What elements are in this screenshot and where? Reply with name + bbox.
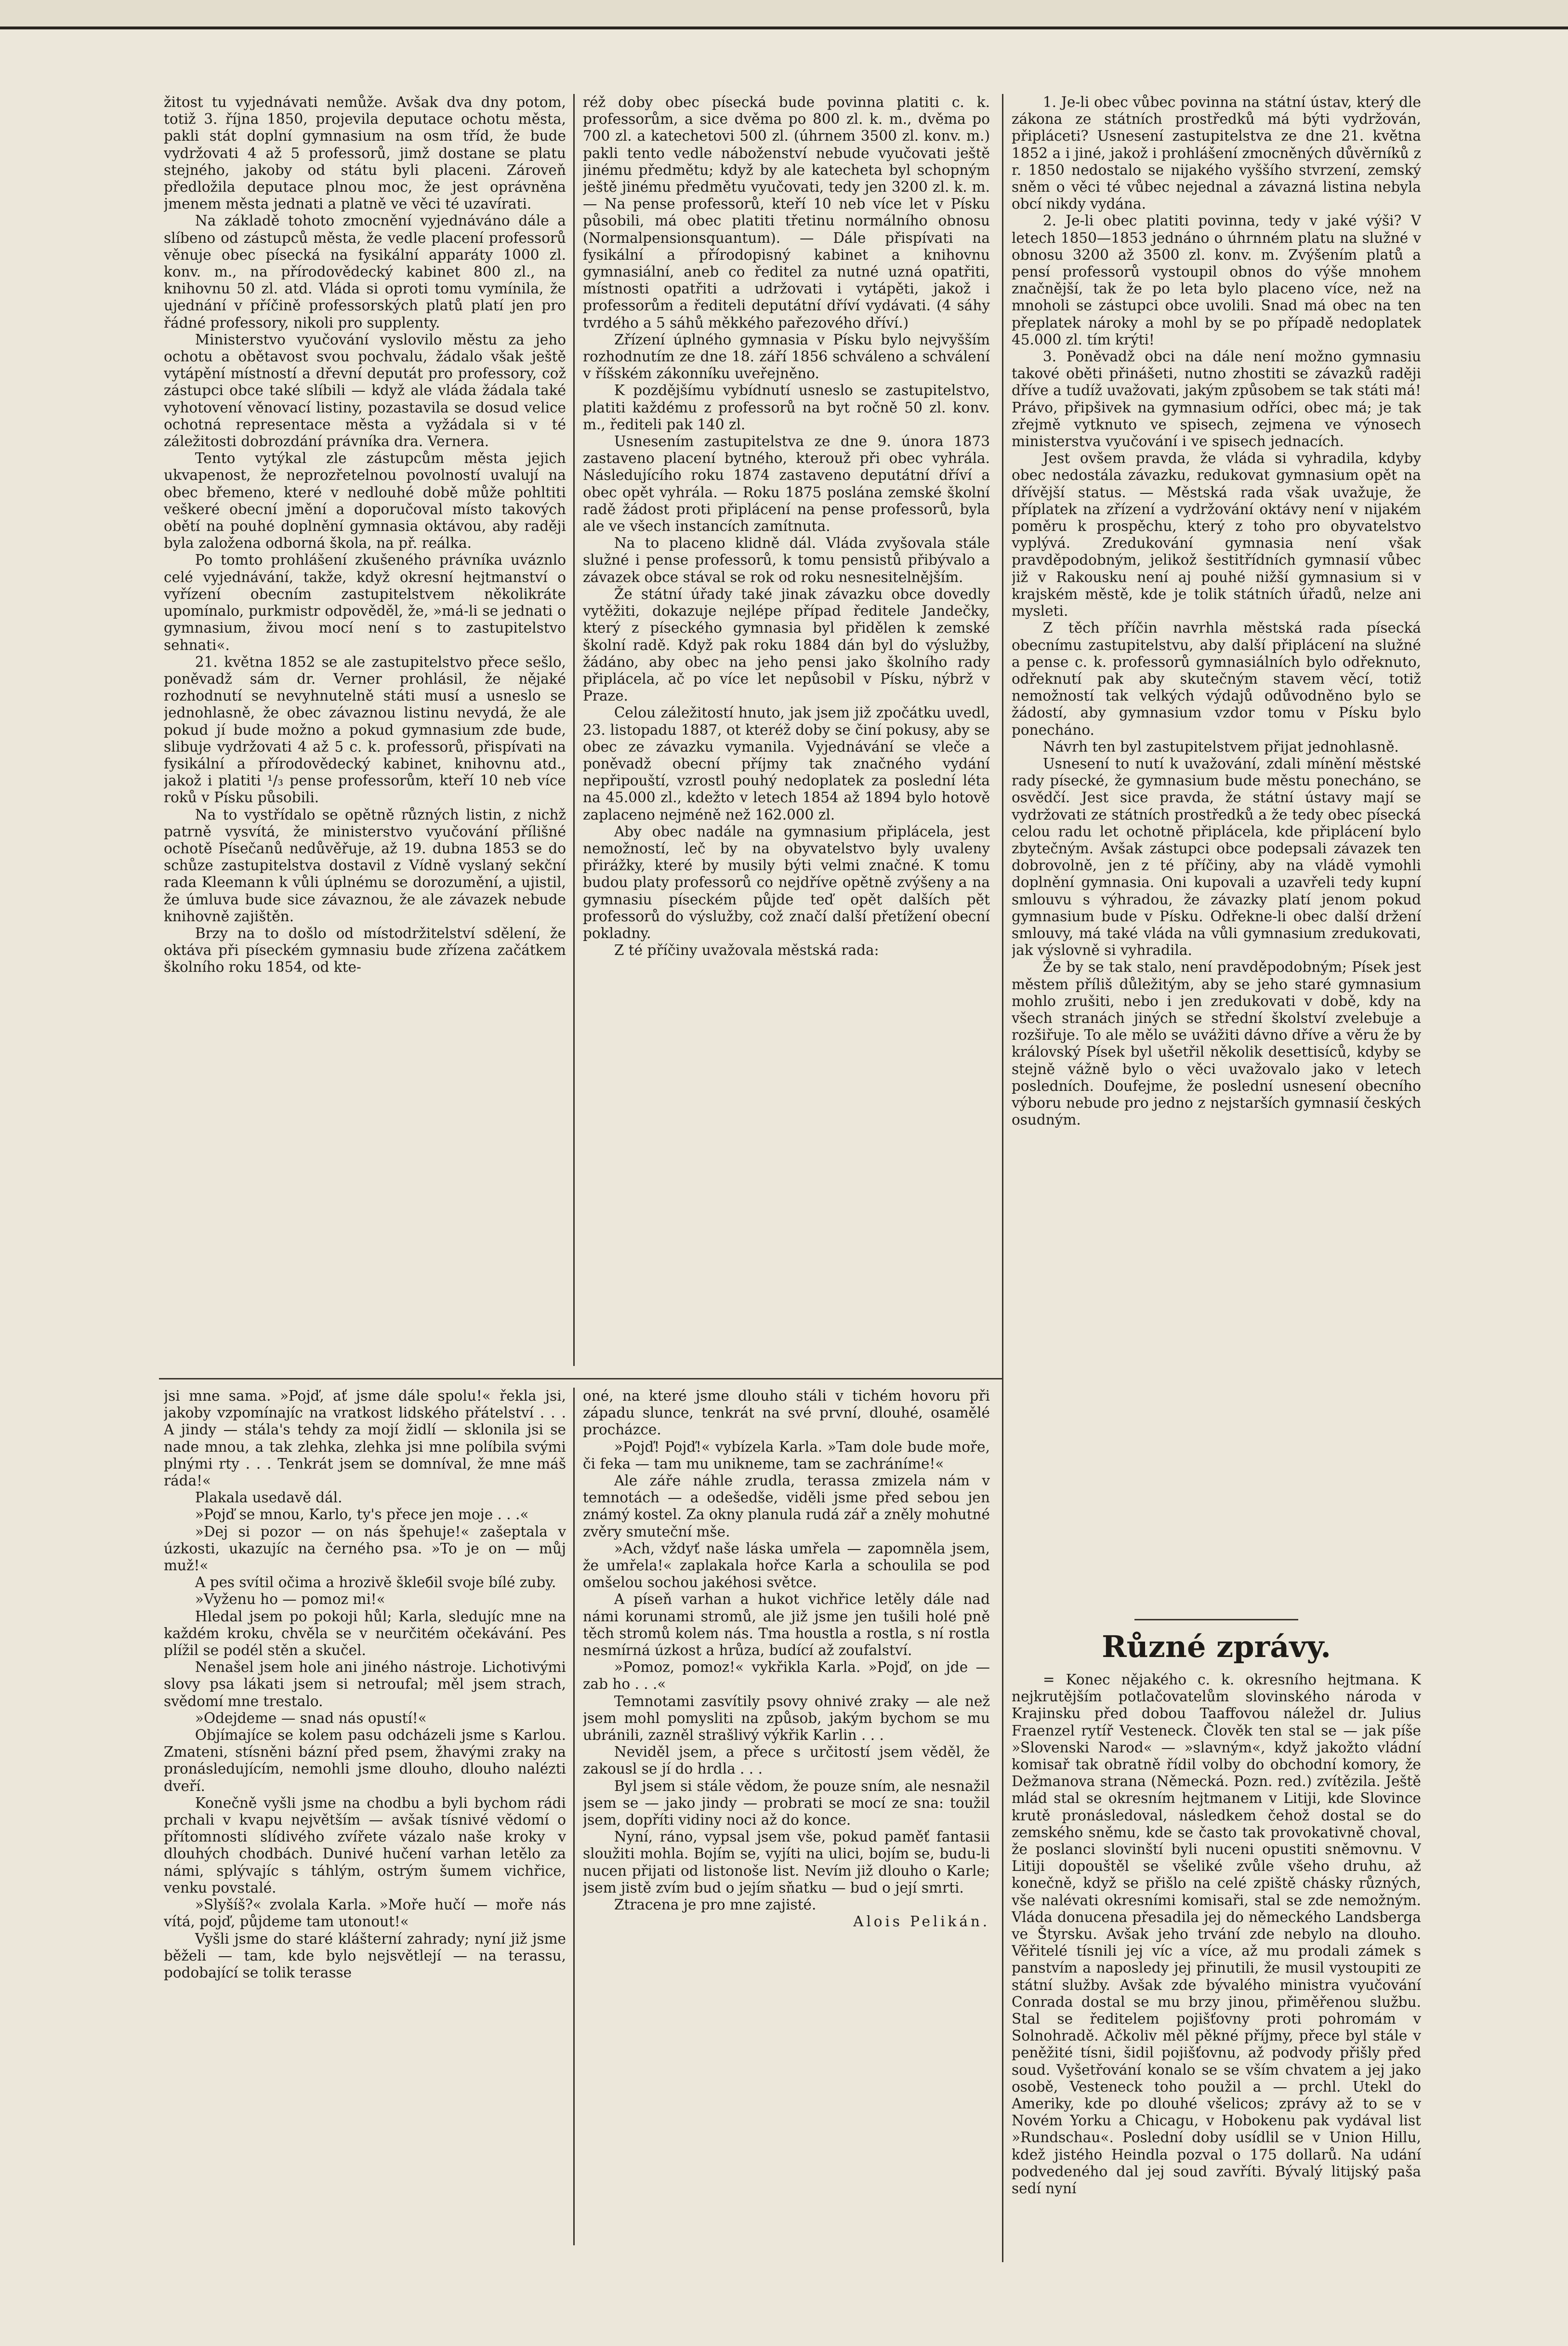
feuilleton-column-2 (583, 1388, 990, 2245)
paragraph: »Pojď se mnou, Karlo, ty's přece jen moje . . .« (195, 1506, 529, 1523)
paragraph: Ministerstvo vyučování vyslovilo městu za jeho ochotu a obětavost svou pochvalu, žádalo však ještě vytápění místností a dřevní deputát pro professory, což zástupci obce také slíbili — když ale vláda žádala také vyhotovení věnovací listiny, pozastavila se dosud velice ochotná representace města a vyžádala si v té záležitosti dobrozdání právníka dra. Vernera. (164, 331, 566, 450)
paragraph: oné, na které jsme dlouho stáli v tichém hovoru při západu slunce, tenkrát na své první, dlouhé, osamělé procházce. (583, 1388, 990, 1438)
paragraph: »Pojď! Pojď!« vybízela Karla. »Tam dole bude moře, či feka — tam mu unikneme, tam se zachráníme!« (583, 1438, 990, 1472)
paragraph: Z té příčiny uvažovala městská rada: (614, 942, 879, 959)
paragraph: réž doby obec písecká bude povinna platiti c. k. professorům, a sice dvěma po 800 zl. k. m., dvěma po 700 zl. a katechetovi 500 zl. (úhrnem 3500 zl. konv. m.) pakli tento vedle náboženství nebude vyučovati ještě jinému předmětu; když by ale katecheta byl schopným ještě jinému předmětu vyučovati, tedy jen 3200 zl. k. m. — Na pense professorů, kteří 10 neb více let v Písku působili, má obec platiti třetinu normálního obnosu (Normalpensionsquantum). — Dále přispívati na fysikální a přírodopisný kabinet a knihovnu gymnasiální, aneb co ředitel za nutné uzná opatřiti, místnosti opatřiti a udržovati i vytápěti, jakož i professorům a řediteli deputátní dříví vydávati. (4 sáhy tvrdého a 5 sáhů měkkého pařezového dříví.) (583, 94, 990, 331)
paragraph: Že by se tak stalo, není pravděpodobným; Písek jest městem příliš důležitým, aby se jeho staré gymnasium mohlo zrušiti, nebo i jen zredukovati v době, kdy na všech stranách jiných se střední školství zvelebuje a rozšiřuje. To ale mělo se uvážiti dávno dříve a věru že by královský Písek byl ušetřil několik desettisíců, kdyby se stejně vážně bylo o věci uvažovalo jako v letech posledních. Doufejme, že poslední usnesení obecního výboru nebude pro jedno z nejstarších gymnasií českých osudným. (1012, 959, 1421, 1128)
paragraph: Temnotami zasvítily psovy ohnivé zraky — ale než jsem mohl pomysliti na způsob, jakým bychom se mu ubránili, zazněl strašlivý výkřik Karlin . . . (583, 1693, 990, 1744)
paragraph: Hledal jsem po pokoji hůl; Karla, sledujíc mne na každém kroku, chvěla se v neurčitém očekávání. Pes plížil se podél stěn a skučel. (164, 1608, 566, 1659)
section-dash (1134, 1619, 1298, 1620)
paragraph: »Vyženu ho — pomoz mi!« (195, 1591, 385, 1608)
paragraph: Nenašel jsem hole ani jiného nástroje. Lichotivými slovy psa lákati jsem si netroufal; měl jsem strach, svědomí mne trestalo. (164, 1659, 566, 1710)
feuilleton-divider (159, 1378, 1002, 1379)
paragraph: 21. května 1852 se ale zastupitelstvo přece sešlo, poněvadž sám dr. Verner prohlásil, že nějaké rozhodnutí se nevyhnutelně státi musí a usneslo se jednohlasně, že obec závaznou listinu nevydá, že ale pokud jí bude možno a pokud gymnasium zde bude, slibuje vydržovati 4 až 5 c. k. professorů, přispívati na fysikální a přírodovědecký kabinet, knihovnu atd., jakož i platiti ¹/₃ pense professorům, kteří 10 neb více roků v Písku působili. (164, 653, 566, 806)
paragraph: Brzy na to došlo od místodržitelství sdělení, že oktáva při píseckém gymnasiu bude zřízena začátkem školního roku 1854, od kte- (164, 925, 566, 976)
news-item: = Konec nějakého c. k. okresního hejtmana. K nejkrutějším potlačovatelům slovinského národa v Krajinsku před dobou Taaffovou náležel dr. Julius Fraenzel rytíř Vesteneck. Člověk ten stal se — jak píše »Slovenski Narod« — »slavným«, když jakožto vládní komisař tak obratně řídil volby do obchodní komory, že Dežmanova strana (Německá. Pozn. red.) zvítězila. Ještě mlád stal se okresním hejtmanem v Litiji, kde Slovince krutě pronásledoval, následkem čehož dostal se do zemského sněmu, kde se často tak provokativně choval, že poslanci slovinští byli nuceni opustiti sněmovnu. V Litiji dopouštěl se všeliké zvůle všeho druhu, až konečně, když se přišlo na celé zpiště chásky různých, vše nalévati okresními komisaři, stal se zde nemožným. Vláda donucena přesadila jej do německého Landsberga ve Štyrsku. Avšak jeho trvání zde nebylo na dlouho. Věřitelé tísnili jej víc a více, až mu prodali zámek s panstvím a naposledy jej přinutili, že musil vystoupiti ze státní služby. Avšak zde bývalého ministra vyučování Conrada dostal se mu brzy jinou, přiměřenou službu. Stal se ředitelem pojišťovny proti pohromám v Solnohradě. Ačkoliv měl pěkné příjmy, přece byl stále v peněžité tísni, šidil pojišťovnu, až podvody přišly před soud. Vyšetřování konalo se se vším chvatem a jej jako osobě, Vesteneck toho použil a — prchl. Utekl do Ameriky, kde po dlouhé všelicos; zprávy až to se v Novém Yorku a Chicagu, v Hobokenu pak vydával list »Rundschau«. Poslední doby usídlil se v Union Hillu, kdež jistého Heindla pozval o 175 dollarů. Na udání podvedeného dal jej soud zavříti. Bývalý litijský paša sedí nyní (1012, 1671, 1421, 2197)
paragraph: »Dej si pozor — on nás špehuje!« zašeptala v úzkosti, ukazujíc na černého psa. »To je on — můj muž!« (164, 1523, 566, 1574)
paragraph: »Odejdeme — snad nás opustí!« (195, 1710, 427, 1726)
paragraph: Objímajíce se kolem pasu odcházeli jsme s Karlou. Zmateni, stísněni bázní před psem, žhavými zraky na pronásledujícím, nemohli jsme dlouho, dlouho nalézti dveří. (164, 1727, 566, 1794)
column-divider (1002, 94, 1003, 2262)
paragraph: Zřízení úplného gymnasia v Písku bylo nejvyšším rozhodnutím ze dne 18. září 1856 schváleno a schválení v říšském zákonníku uveřejněno. (583, 331, 990, 382)
paragraph: Na základě tohoto zmocnění vyjednáváno dále a slíbeno od zástupců města, že vedle placení professorů věnuje obec písecká na fysikální apparáty 1000 zl. konv. m., na přírodovědecký kabinet 800 zl., na knihovnu 50 zl. atd. Vláda si oproti tomu vymínila, že ujednání v příčině professorských platů platí jen pro řádné professory, nikoli pro supplenty. (164, 212, 566, 331)
section-title: Různé zprávy. (1102, 1629, 1331, 1664)
paragraph: Jest ovšem pravda, že vláda si vyhradila, kdyby obec nedostála závazku, redukovat gymnasium opět na dřívější status. — Městská rada však uvažuje, že příplatek na zřízení a vydržování oktávy není v nijakém poměru k prospěchu, který z toho pro obyvatelstvo vyplývá. Zredukování gymnasia není však pravděpodobným, jelikož šestitřídních gymnasií vůbec již v Rakousku není aj pouhé nižší gymnasium si v krajském městě, kde je tolik státních úřadů, nelze ani mysleti. (1012, 450, 1421, 620)
paragraph: A píseň varhan a hukot vichřice letěly dále nad námi korunami stromů, ale již jsme jen tušili holé pně těch stromů kolem nás. Tma houstla a rostla, s ní rostla nesmírná úzkost a hrůza, budící až zoufalství. (583, 1591, 990, 1659)
paragraph: »Pomoz, pomoz!« vykřikla Karla. »Pojď, on jde — zab ho . . .« (583, 1659, 990, 1693)
column-2-article (583, 94, 990, 1390)
paragraph: Na to vystřídalo se opětně různých listin, z nichž patrně vysvítá, že ministerstvo vyučování přílišné ochotě Písečanů nedůvěřuje, až 19. dubna 1853 se do schůze zastupitelstva dostavil z Vídně vyslaný sekční rada Kleemann k vůli úplnému se dorozumění, a ujistil, že úmluva bude sice závaznou, že ale závazek nebude knihovně zajištěn. (164, 806, 566, 925)
paragraph: Plakala usedavě dál. (195, 1489, 343, 1506)
column-1-article (164, 94, 566, 1366)
paragraph: 2. Je-li obec platiti povinna, tedy v jaké výši? V letech 1850—1853 jednáno o úhrnném platu na služné v obnosu 3200 až 3500 zl. konv. m. Zvýšením platů a pensí professorů vystoupil obnos do výše mnohem značnější, tak že po leta bylo placeno více, než na mnoholi se zástupci obce uvolili. Snad má obec na ten přeplatek nároky a mohl by se po případě nedoplatek 45.000 zl. tím krýti! (1012, 212, 1421, 348)
paragraph: Aby obec nadále na gymnasium připlácela, jest nemožností, leč by na obyvatelstvo byly uvaleny přirážky, které by musily býti velmi značné. K tomu budou platy professorů co nejdříve opětně zvýšeny a na gymnasiu píseckém půjde teď opět dalších pět professorů do výslužby, což značí další přetížení obecní pokladny. (583, 823, 990, 941)
paragraph: Neviděl jsem, a přece s určitostí jsem věděl, že zakousl se jí do hrdla . . . (583, 1744, 990, 1777)
paragraph: 1. Je-li obec vůbec povinna na státní ústav, který dle zákona ze státních prostředků má býti vydržován, připláceti? Usnesení zastupitelstva ze dne 21. května 1852 a i jiné, jakož i prohlášení zmocněných důvěrníků z r. 1850 nedostalo se nijakého vyššího stvrzení, zemský sněm o věci té vůbec nejednal a závazná listina nebyla obcí nikdy vydána. (1012, 94, 1421, 212)
paragraph: Na to placeno klidně dál. Vláda zvyšovala stále služné i pense professorů, k tomu pensistů přibývalo a závazek obce stával se rok od roku nesnesitelnějším. (583, 535, 990, 585)
paragraph: Z těch příčin navrhla městská rada písecká obecnímu zastupitelstvu, aby další připlácení na služné a pense c. k. professorů gymnasiálních bylo odřeknuto, odřeknutí pak aby skutečným stavem věcí, totiž nemožností tak velkých výdajů odůvodněno bylo se žádostí, aby gymnasium vzdor tomu v Písku bylo ponecháno. (1012, 620, 1421, 738)
paragraph: Celou záležitostí hnuto, jak jsem již zpočátku uvedl, 23. listopadu 1887, ot kteréž doby se činí pokusy, aby se obec ze závazku vymanila. Vyjednávání se vleče a poněvadž obecní příjmy tak značného vydání nepřipouští, vzrostl pouhý nedoplatek za poslední léta na 45.000 zl., kdežto v letech 1854 až 1894 bylo hotově zaplaceno nejméně než 162.000 zl. (583, 704, 990, 823)
paragraph: jsi mne sama. »Pojď, ať jsme dále spolu!« řekla jsi, jakoby vzpomínajíc na vratkost lidského přátelství . . . A jindy — stála's tehdy za mojí židlí — sklonila jsi se nade mnou, a tak zlehka, zlehka jsi mne políbila svými plnými rty . . . Tenkrát jsem se domníval, že mne máš ráda!« (164, 1388, 566, 1489)
paragraph: Po tomto prohlášení zkušeného právníka uváznlo celé vyjednávání, takže, když okresní hejtmanství o vyřízení obecním zastupitelstvem několikráte upomínalo, purkmistr odpověděl, že, »má-li se jednati o gymnasium, živou mocí není s to zastupitelstvo sehnati«. (164, 552, 566, 653)
paragraph: »Slyšíš?« zvolala Karla. »Moře hučí — moře nás vítá, pojď, půjdeme tam utonout!« (164, 1896, 566, 1930)
paragraph: Že státní úřady také jinak závazku obce dovedly vytěžiti, dokazuje nejlépe případ ředitele Jandečky, který z píseckého gymnasia byl přidělen k zemské školní radě. Když pak roku 1884 dán byl do výslužby, žádáno, aby obec na jeho pensi jako školního rady připlácela, ač po více let nepůsobil v Písku, nýbrž v Praze. (583, 585, 990, 704)
column-3-article (1012, 94, 1421, 1636)
paragraph: Návrh ten byl zastupitelstvem přijat jednohlasně. (1042, 738, 1399, 755)
paragraph: Byl jsem si stále vědom, že pouze sním, ale nesnažil jsem se — jako jindy — probrati se mocí ze sna: toužil jsem, dopříti vidiny noci až do konce. (583, 1777, 990, 1829)
paragraph: 3. Poněvadž obci na dále není možno gymnasiu takové oběti přinášeti, nutno zhostiti se závazků raději dříve a tudíž uvažovati, jakým způsobem se tak státi má! Právo, připšivek na gymnasium odříci, obec má; je tak zřejmě vytknuto ve spisech, zejmena ve výnosech ministerstva vyučování i ve spisech jednacích. (1012, 348, 1421, 450)
paragraph: Tento vytýkal zle zástupcům města jejich ukvapenost, že neprozřetelnou povolností uvalují na obec břemeno, které v nedlouhé době může pohltiti veškeré obecní jmění a doporučoval místo takových obětí na pouhé doplnění gymnasia oktávou, aby raději byla založena odborná škola, na př. reálka. (164, 450, 566, 552)
feuilleton-column-1 (164, 1388, 566, 2245)
paragraph: Ztracena je pro mne zajisté. (614, 1896, 817, 1913)
paragraph: A pes svítil očima a hrozivě škleбil svoje bílé zuby. (195, 1574, 556, 1591)
news-section (1012, 1614, 1421, 2250)
paragraph: Usnesení to nutí k uvažování, zdali mínění městské rady písecké, že gymnasium bude městu ponecháno, se osvědčí. Jest sice pravda, že státní ústavy mají se vydržovati ze státních prostředků a že tedy obec písecká celou radu let ochotně připlácela, kde připlácení bylo zbytečným. Avšak zástupci obce podepsali závazek ten dobrovolně, jen z té příčiny, aby na vládě vymohli doplnění gymnasia. Oni kupovali a uzavřeli tedy kupní smlouvu s výhradou, že závazky platí jenom pokud gymnasium bude v Písku. Odřekne-li obec další držení smlouvy, má také vláda na vůli gymnasium zredukovati, jak výslovně si vyhradila. (1012, 755, 1421, 959)
paragraph: žitost tu vyjednávati nemůže. Avšak dva dny potom, totiž 3. října 1850, projevila deputace ochotu města, pakli stát doplní gymnasium na osm tříd, že bude vydržovati 4 až 5 professorů, jimž dostane se platu stejného, jakoby od státu byli placeni. Zároveň předložila deputace plnou moc, že jest oprávněna jmenem města jednati a platně ve věci té uzavírati. (164, 94, 566, 212)
top-rule (0, 0, 1568, 29)
paragraph: »Ach, vždyť naše láska umřela — zapomněla jsem, že umřela!« zaplakala hořce Karla a schoulila se pod omšelou sochou jakéhosi světce. (583, 1540, 990, 1591)
paragraph: Ale záře náhle zrudla, terassa zmizela nám v temnotách — a odešedše, viděli jsme před sebou jen známý kostel. Za okny planula rudá zář a zněly mohutné zvěry smuteční mše. (583, 1472, 990, 1540)
author-signature: Alois Pelikán. (853, 1913, 990, 1930)
paragraph: Nyní, ráno, vypsal jsem vše, pokud paměť fantasii sloužiti mohla. Bojím se, vyjíti na ulici, bojím se, budu-li nucen přijati od listonoše list. Nevím již dlouho o Karle; jsem jistě zvím bud o jejím sňatku — bud o její smrti. (583, 1829, 990, 1896)
column-divider (573, 94, 575, 1366)
paragraph: Usnesením zastupitelstva ze dne 9. února 1873 zastaveno placení bytného, kterouž při obec vyhrála. Následujícího roku 1874 zastaveno deputátní dříví a obec opět vyhrála. — Roku 1875 poslána zemské školní radě žádost proti připlácení na pense professorů, byla ale ve všech instancích zamítnuta. (583, 433, 990, 535)
paragraph: K pozdějšímu vybídnutí usneslo se zastupitelstvo, platiti každému z professorů na byt ročně 50 zl. konv. m., řediteli pak 140 zl. (583, 382, 990, 433)
paragraph: Konečně vyšli jsme na chodbu a byli bychom rádi prchali v kvapu největším — avšak tísnivé vědomí o přítomnosti slídivého zvířete vázalo naše kroky v dlouhých chodbách. Dunivé hučení varhan letělo za námi, splývajíc s táhlým, ostrým šumem vichřice, venku povstalé. (164, 1794, 566, 1896)
column-divider (573, 1388, 575, 2245)
paragraph: Vyšli jsme do staré klášterní zahrady; nyní již jsme běželi — tam, kde bylo nejsvětlejí — na terassu, podobající se tolik terasse (164, 1930, 566, 1981)
